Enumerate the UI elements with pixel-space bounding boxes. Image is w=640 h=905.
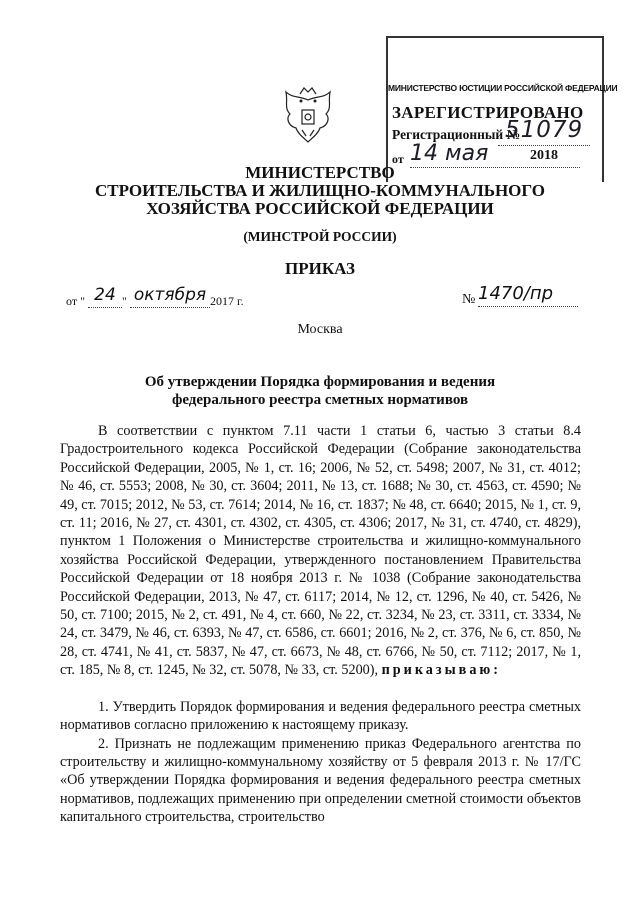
stamp-from-label: от [392,152,404,166]
stamp-regno-underline [498,145,590,146]
stamp-year: 2018 [530,148,558,163]
city: Москва [297,322,343,337]
stamp-title: ЗАРЕГИСТРИРОВАНО [392,103,584,122]
document-body [60,422,581,827]
date-month: октября [133,285,207,305]
ministry-name-line1: МИНИСТЕРСТВО [245,163,395,182]
order-keyword-colon: : [493,662,499,679]
ministry-abbreviation: (МИНСТРОЙ РОССИИ) [243,229,397,244]
stamp-regno-label: Регистрационный № [392,127,521,142]
ministry-name-line3: ХОЗЯЙСТВА РОССИЙСКОЙ ФЕДЕРАЦИИ [146,199,494,218]
ministry-name-line2: СТРОИТЕЛЬСТВА И ЖИЛИЩНО-КОММУНАЛЬНОГО [94,181,546,200]
order-number-underline [478,306,578,307]
title-line2: федерального реестра сметных нормативов [171,392,469,408]
order-number-value: 1470/пр [478,283,554,304]
preamble-paragraph [60,422,581,680]
date-month-underline [130,307,210,308]
title-line1: Об утверждении Порядка формирования и ведения [144,374,496,390]
date-prefix: от " [66,294,85,308]
order-number-label: № [462,292,476,307]
clause-2: 2. Признать не подлежащим применению приказ Федерального агентства по строительству и жилищно-коммунальному хозяйству от 5 февраля 2013 г. № 17/ГС «Об утверждении Порядка формирования и ведения федерального реестра сметных нормативов, подлежащих применению при определении сметной стоимости объектов капитального строительства, строительство [60,735,581,826]
preamble-text: В соответствии с пунктом 7.11 части 1 статьи 6, частью 3 статьи 8.4 Градостроительного кодекса Российской Федерации (Собрание законодательства Российской Федерации, 2005, № 1, ст. 16; 2006, № 52, ст. 5498; 2007, № 31, ст. 4012; № 46, ст. 5553; 2008, № 30, ст. 3604; 2011, № 13, ст. 1688; № 30, ст. 4563, ст. 4590; № 49, ст. 7015; 2012, № 53, ст. 7614; 2014, № 16, ст. 1837; № 48, ст. 6640; 2015, № 1, ст. 9, ст. 11; 2016, № 27, ст. 4301, ст. 4302, ст. 4305, ст. 4306; 2017, № 31, ст. 4740, ст. 4829), пунктом 1 Положения о Министерстве строительства и жилищно-коммунального хозяйства Российской Федерации, утвержденного постановлением Правительства Российской Федерации от 18 ноября 2013 г. № 1038 (Собрание законодательства Российской Федерации, 2013, № 47, ст. 6117; 2014, № 12, ст. 1296, № 40, ст. 5426, № 50, ст. 7100; 2015, № 2, ст. 491, № 4, ст. 660, № 22, ст. 3234, № 23, ст. 3311, ст. 3334, № 24, ст. 3479, № 46, ст. 6393, № 47, ст. 6586, ст. 6601; 2016, № 2, ст. 376, № 6, ст. 850, № 28, ст. 4741, № 41, ст. 5837, № 47, ст. 6673, № 48, ст. 6766, № 50, ст. 7112; 2017, № 1, ст. 185, № 8, ст. 1245, № 32, ст. 5078, № 33, ст. 5200), [60,423,581,679]
stamp-from-value: 14 мая [410,141,489,166]
document-title [60,373,580,409]
document-type: ПРИКАЗ [285,259,355,278]
date-year: 2017 г. [210,294,244,308]
clause-1: 1. Утвердить Порядок формирования и ведения федерального реестра сметных нормативов согласно приложению к настоящему приказу. [60,698,581,734]
stamp-regno-value: 51079 [505,117,584,143]
stamp-ministry: МИНИСТЕРСТВО ЮСТИЦИИ РОССИЙСКОЙ ФЕДЕРАЦИИ [388,83,618,93]
order-keyword: приказываю [381,662,494,679]
coat-of-arms-icon [278,86,338,150]
date-day: 24 [94,285,116,305]
date-day-underline [88,307,122,308]
date-quote-close: " [122,294,127,308]
